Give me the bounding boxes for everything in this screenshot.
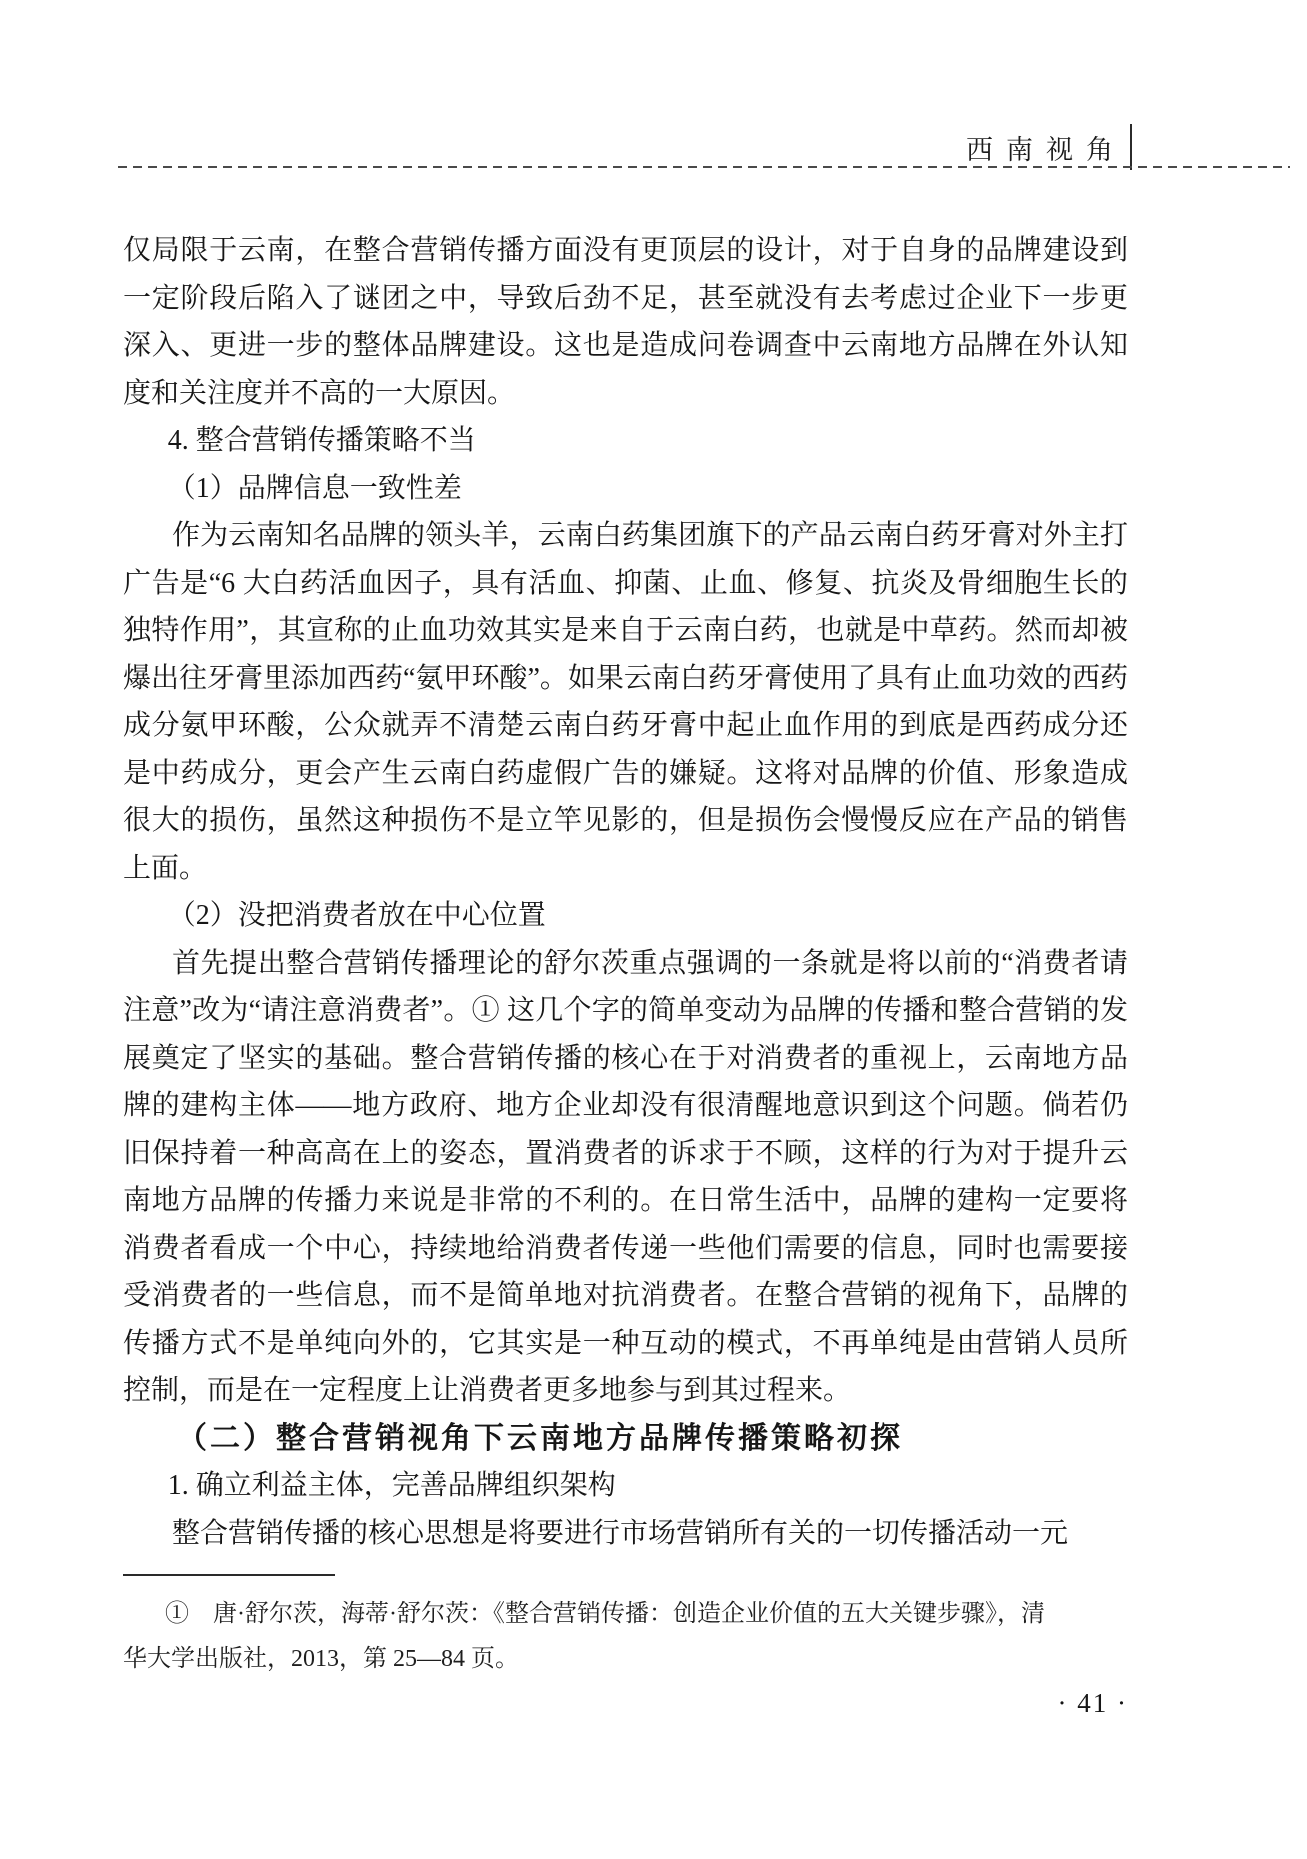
footnote [123,1592,1128,1682]
running-head-dashed-rule [118,166,1290,168]
paragraph-yunnan-baiyao: 作为云南知名品牌的领头羊，云南白药集团旗下的产品云南白药牙膏对外主打广告是“6 大白药活血因子，具有活血、抑菌、止血、修复、抗炎及骨细胞生长的独特作用”，其宣称的止血功效其实是来自于云南白药，也就是中草药。然而却被爆出往牙膏里添加西药“氨甲环酸”。如果云南白药牙膏使用了具有止血功效的西药成分氨甲环酸，公众就弄不清楚云南白药牙膏中起止血作用的到底是西药成分还是中药成分，更会产生云南白药虚假广告的嫌疑。这将对品牌的价值、形象造成很大的损伤，虽然这种损伤不是立竿见影的，但是损伤会慢慢反应在产品的销售上面。 [123,520,1128,884]
footnote-separator-rule [123,1574,335,1576]
paragraph-schultz-consumer: 首先提出整合营销传播理论的舒尔茨重点强调的一条就是将以前的“消费者请注意”改为“请注意消费者”。① 这几个字的简单变动为品牌的传播和整合营销的发展奠定了坚实的基础。整合营销传播的核心在于对消费者的重视上，云南地方品牌的建构主体——地方政府、地方企业却没有很清醒地意识到这个问题。倘若仍旧保持着一种高高在上的姿态，置消费者的诉求于不顾，这样的行为对于提升云南地方品牌的传播力来说是非常的不利的。在日常生活中，品牌的建构一定要将消费者看成一个中心，持续地给消费者传递一些他们需要的信息，同时也需要接受消费者的一些信息，而不是简单地对抗消费者。在整合营销的视角下，品牌的传播方式不是单纯向外的，它其实是一种互动的模式，不再单纯是由营销人员所控制，而是在一定程度上让消费者更多地参与到其过程来。 [123,947,1128,1406]
heading-2-consumer-center: （2）没把消费者放在中心位置 [167,900,546,931]
section-heading-imc-perspective: （二）整合营销视角下云南地方品牌传播策略初探 [177,1421,903,1455]
heading-1-stakeholders-structure: 1. 确立利益主体，完善品牌组织架构 [167,1470,616,1501]
footnote-line: ① 唐·舒尔茨，海蒂·舒尔茨：《整合营销传播：创造企业价值的五大关键步骤》，清 [165,1601,1045,1627]
paragraph-imc-core-idea: 整合营销传播的核心思想是将要进行市场营销所有关的一切传播活动一元 [172,1517,1069,1549]
footnote-line: 华大学出版社，2013，第 25—84 页。 [123,1646,519,1672]
page-body [123,227,1128,1557]
paragraph-continuation: 仅局限于云南，在整合营销传播方面没有更顶层的设计，对于自身的品牌建设到一定阶段后陷入了谜团之中，导致后劲不足，甚至就没有去考虑过企业下一步更深入、更进一步的整体品牌建设。这也是造成问卷调查中云南地方品牌在外认知度和关注度并不高的一大原因。 [123,235,1128,409]
running-head [0,128,1126,167]
heading-1-brand-info-consistency: （1）品牌信息一致性差 [167,472,462,504]
running-head-divider-bar [1130,124,1132,170]
running-head-title: 西南视角 [966,135,1126,165]
heading-4-imc-strategy: 4. 整合营销传播策略不当 [167,425,476,456]
page-number: · 41 · [1057,1688,1128,1718]
